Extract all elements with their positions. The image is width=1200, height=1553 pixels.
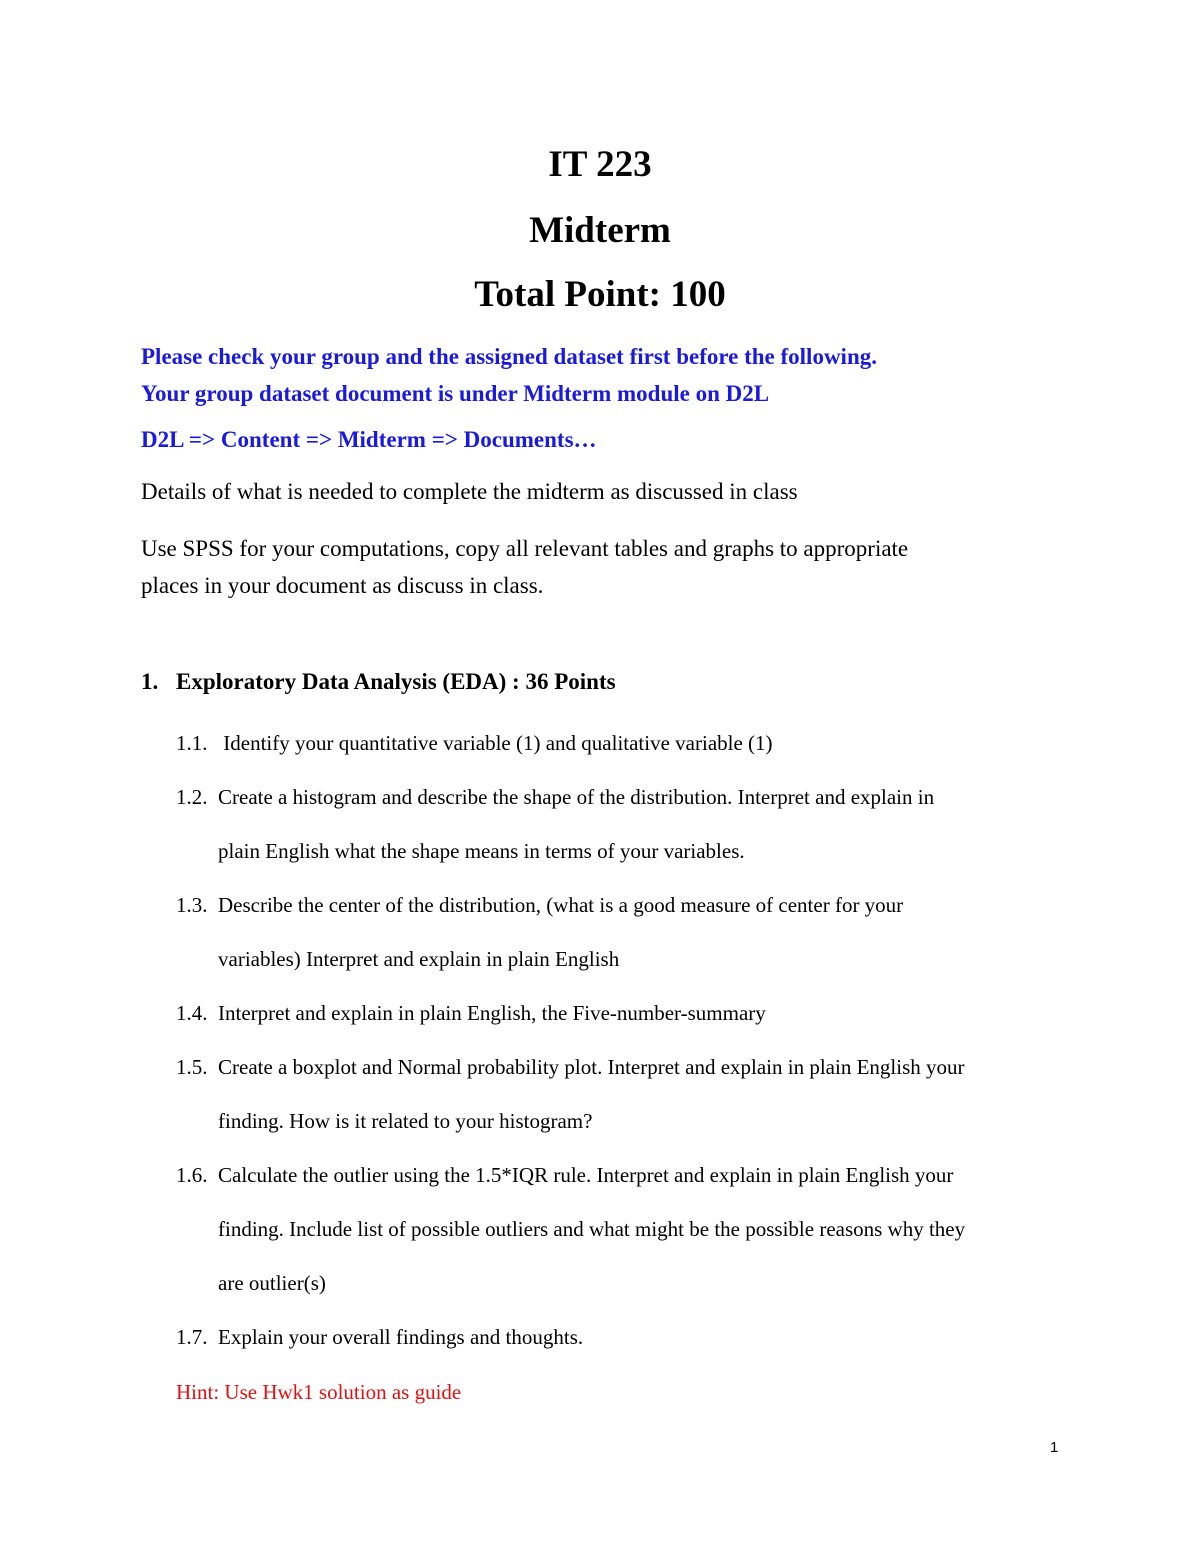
task-item (176, 1040, 1076, 1148)
task-number: 1.3. (176, 893, 208, 917)
task-text-line: variables) Interpret and explain in plain English (218, 947, 620, 971)
task-text-line: finding. How is it related to your histogram? (218, 1109, 593, 1133)
task-text-line: Describe the center of the distribution, (what is a good measure of center for your (218, 893, 904, 917)
task-item (176, 986, 1076, 1040)
task-text-line: plain English what the shape means in terms of your variables. (218, 839, 745, 863)
task-number: 1.7. (176, 1325, 208, 1349)
task-text-line: finding. Include list of possible outliers and what might be the possible reasons why they (218, 1217, 966, 1241)
task-list (176, 716, 1076, 1364)
section-title: Exploratory Data Analysis (EDA) : 36 Points (176, 669, 616, 694)
task-number: 1.4. (176, 1001, 208, 1025)
task-text-line: Create a boxplot and Normal probability plot. Interpret and explain in plain English your (218, 1055, 965, 1079)
task-number: 1.2. (176, 785, 208, 809)
details-text: Details of what is needed to complete the midterm as discussed in class (141, 479, 798, 504)
task-item (176, 1310, 1076, 1364)
exam-title: Midterm (529, 210, 671, 251)
task-text-line: are outlier(s) (218, 1271, 326, 1295)
task-item (176, 770, 1076, 878)
notice-line-1: Please check your group and the assigned dataset first before the following. (141, 344, 877, 369)
task-item (176, 878, 1076, 986)
section-heading (141, 668, 616, 696)
section-number: 1. (141, 669, 159, 694)
task-item (176, 1148, 1076, 1310)
hint-text: Hint: Use Hwk1 solution as guide (176, 1380, 462, 1404)
course-title: IT 223 (548, 144, 652, 185)
task-text-line: Create a histogram and describe the shape of the distribution. Interpret and explain in (218, 785, 935, 809)
task-number: 1.6. (176, 1163, 208, 1187)
spss-line-1: Use SPSS for your computations, copy all relevant tables and graphs to appropriate (141, 536, 909, 561)
task-text-line: Calculate the outlier using the 1.5*IQR rule. Interpret and explain in plain English your (218, 1163, 954, 1187)
task-text-line: Interpret and explain in plain English, the Five-number-summary (218, 1001, 766, 1025)
total-points: Total Point: 100 (474, 274, 726, 315)
task-number: 1.5. (176, 1055, 208, 1079)
d2l-path: D2L => Content => Midterm => Documents… (141, 427, 597, 452)
spss-instructions (141, 530, 1081, 604)
notice-line-2: Your group dataset document is under Midterm module on D2L (141, 381, 770, 406)
task-text-line: Explain your overall findings and thoughts. (218, 1325, 584, 1349)
task-item (176, 716, 1076, 770)
page-number: 1 (1050, 1439, 1059, 1456)
spss-line-2: places in your document as discuss in class. (141, 573, 544, 598)
dataset-notice (141, 338, 1081, 412)
task-number: 1.1. (176, 731, 208, 755)
task-text-line: Identify your quantitative variable (1) and qualitative variable (1) (218, 731, 773, 755)
